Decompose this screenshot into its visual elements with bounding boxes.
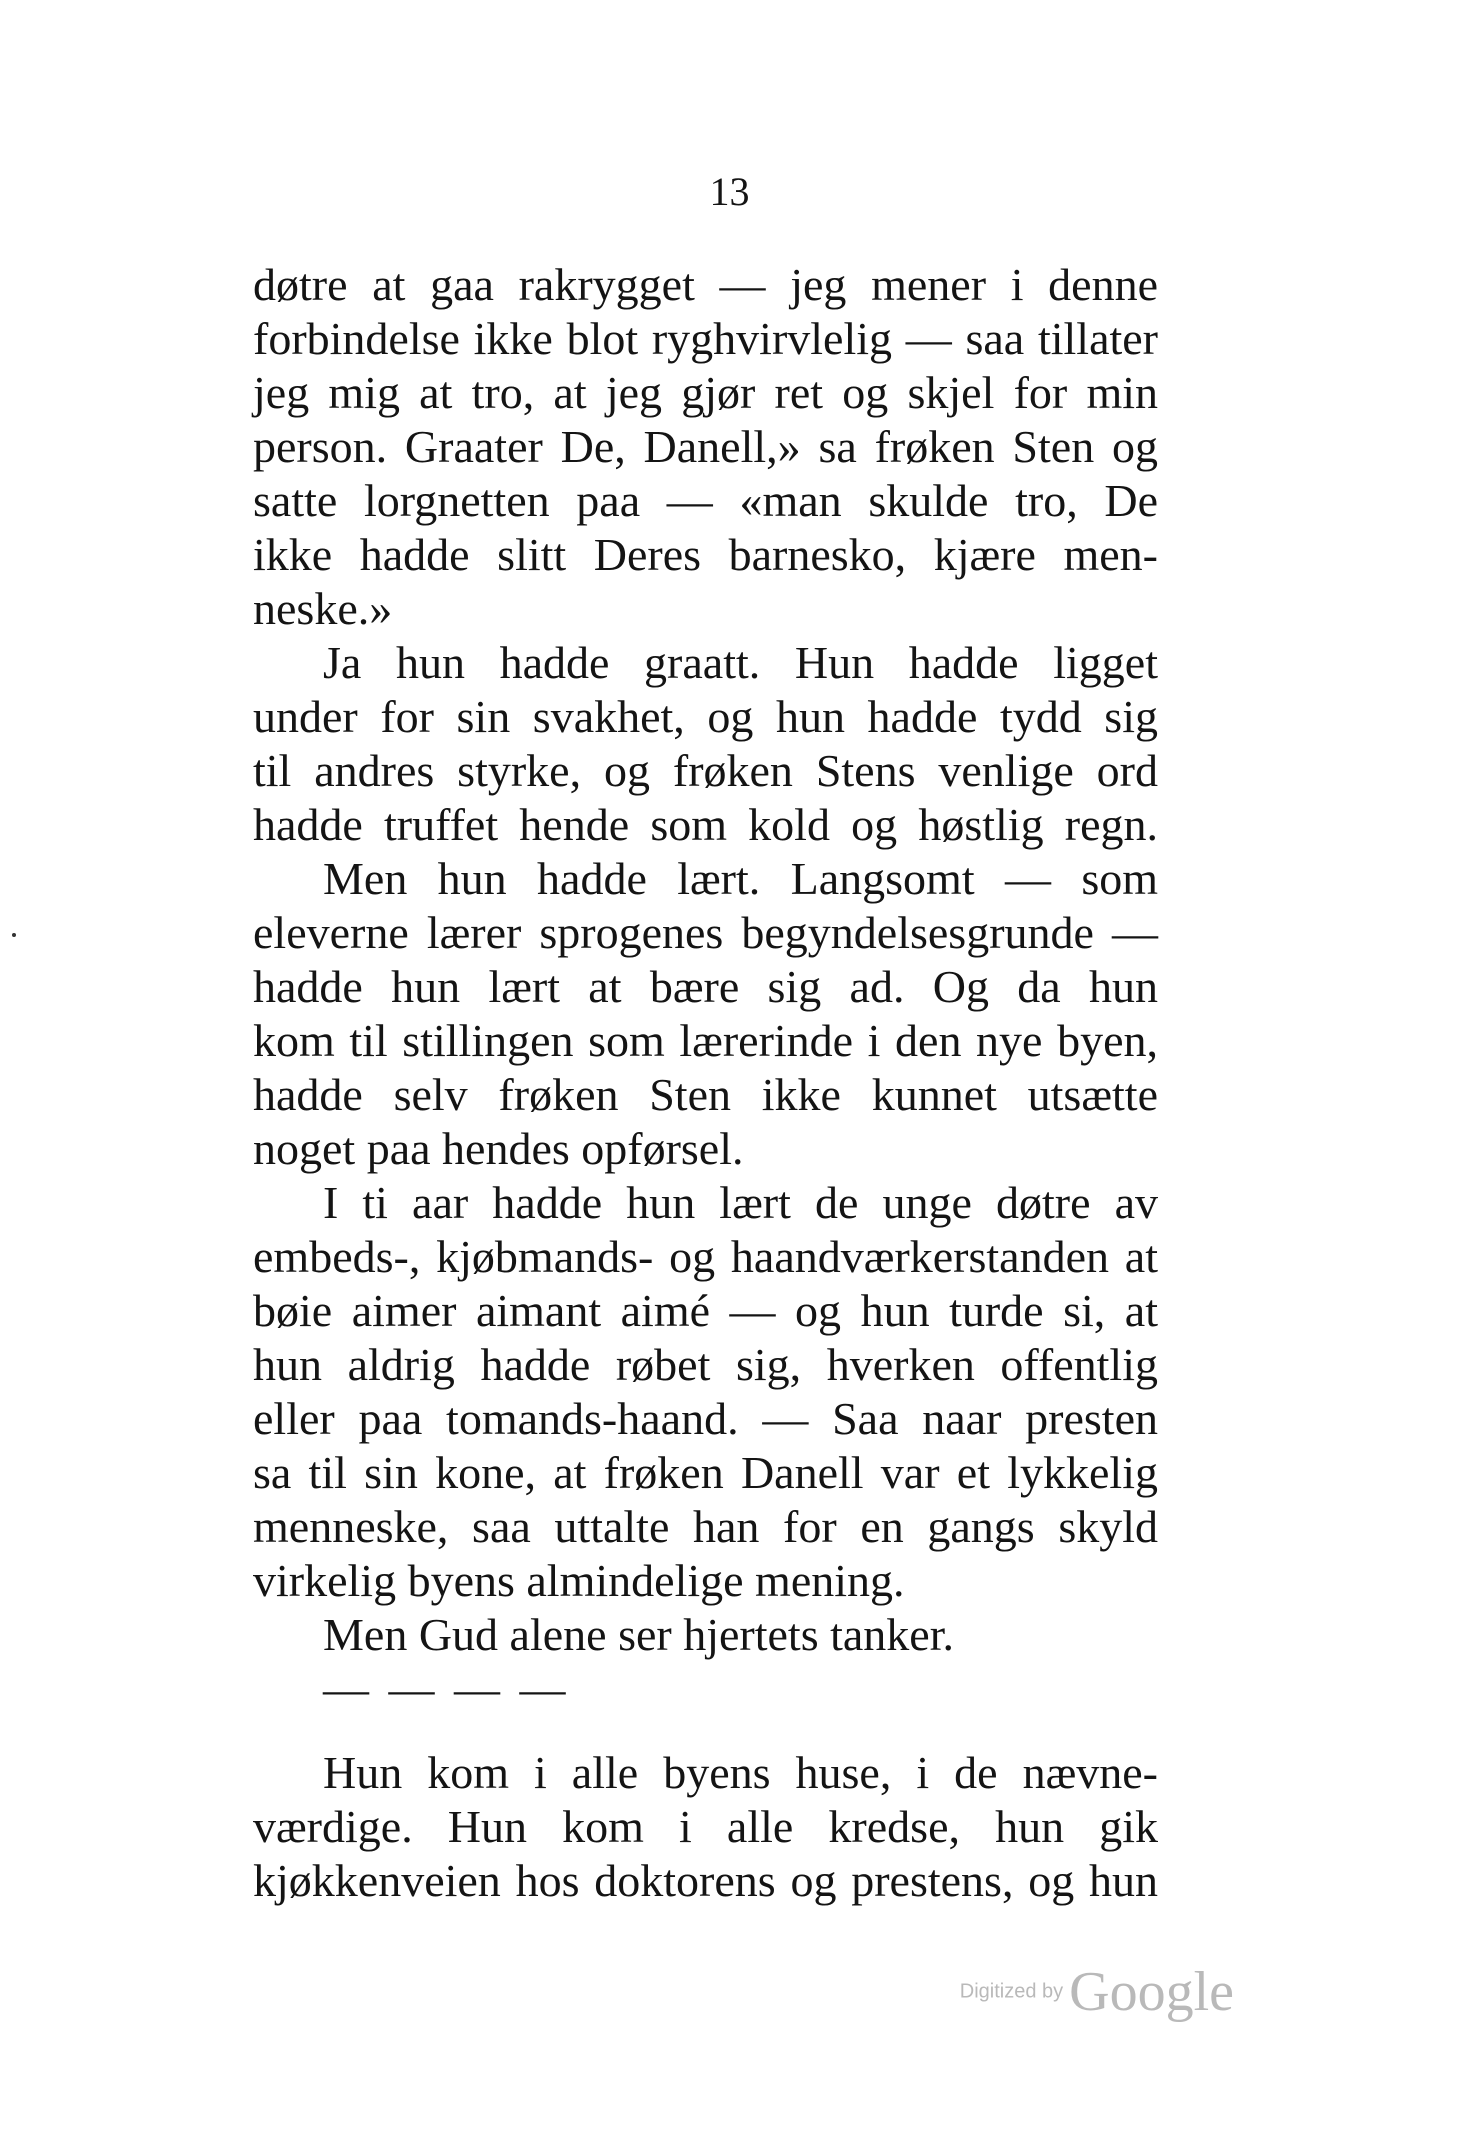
- watermark-google-logo: Google: [1069, 1961, 1234, 2023]
- text-line: under for sin svakhet, og hun hadde tydd sig: [253, 691, 1158, 742]
- text-line: hun aldrig hadde røbet sig, hverken offentlig: [253, 1339, 1158, 1390]
- paragraph-start: I ti aar hadde hun lært de unge døtre av: [323, 1177, 1158, 1228]
- text-line: neske.»: [253, 583, 393, 634]
- text-line: embeds-, kjøbmands- og haandværkerstanden at: [253, 1231, 1158, 1282]
- margin-mark: [12, 933, 16, 937]
- text-line: noget paa hendes opførsel.: [253, 1123, 744, 1174]
- paragraph-start: Ja hun hadde graatt. Hun hadde ligget: [323, 637, 1158, 688]
- text-line: sa til sin kone, at frøken Danell var et lykkelig: [253, 1447, 1158, 1498]
- text-line: forbindelse ikke blot ryghvirvlelig — saa tillater: [253, 313, 1158, 364]
- text-line: eller paa tomands-haand. — Saa naar presten: [253, 1393, 1158, 1444]
- paragraph-start: Men Gud alene ser hjertets tanker.: [323, 1609, 954, 1660]
- page-number: 13: [709, 169, 750, 214]
- paragraph-start: Men hun hadde lært. Langsomt — som: [323, 853, 1158, 904]
- section-gap: [253, 1720, 1158, 1746]
- text-line: hadde hun lært at bære sig ad. Og da hun: [253, 961, 1158, 1012]
- text-line: døtre at gaa rakrygget — jeg mener i denne: [253, 259, 1158, 310]
- section-separator: — — — —: [323, 1663, 570, 1714]
- text-line: hadde selv frøken Sten ikke kunnet utsætte: [253, 1069, 1158, 1120]
- body-text: [253, 258, 1158, 1908]
- text-line: til andres styrke, og frøken Stens venlige ord: [253, 745, 1158, 796]
- google-watermark: [960, 1960, 1234, 2024]
- watermark-digitized-text: Digitized by: [959, 1980, 1064, 2003]
- text-line: jeg mig at tro, at jeg gjør ret og skjel for min: [253, 367, 1158, 418]
- text-line: menneske, saa uttalte han for en gangs skyld: [253, 1501, 1158, 1552]
- text-line: kom til stillingen som lærerinde i den nye byen,: [253, 1015, 1158, 1066]
- text-line: bøie aimer aimant aimé — og hun turde si, at: [253, 1285, 1158, 1336]
- text-line: værdige. Hun kom i alle kredse, hun gik: [253, 1801, 1158, 1852]
- text-line: ikke hadde slitt Deres barnesko, kjære men-: [253, 529, 1158, 580]
- text-line: eleverne lærer sprogenes begyndelsesgrunde —: [253, 907, 1158, 958]
- paragraph-start: Hun kom i alle byens huse, i de nævne-: [323, 1747, 1158, 1798]
- text-line: person. Graater De, Danell,» sa frøken Sten og: [253, 421, 1158, 472]
- text-line: kjøkkenveien hos doktorens og prestens, og hun: [253, 1855, 1158, 1906]
- text-line: virkelig byens almindelige mening.: [253, 1555, 905, 1606]
- text-line: hadde truffet hende som kold og høstlig regn.: [253, 799, 1158, 850]
- text-line: satte lorgnetten paa — «man skulde tro, De: [253, 475, 1158, 526]
